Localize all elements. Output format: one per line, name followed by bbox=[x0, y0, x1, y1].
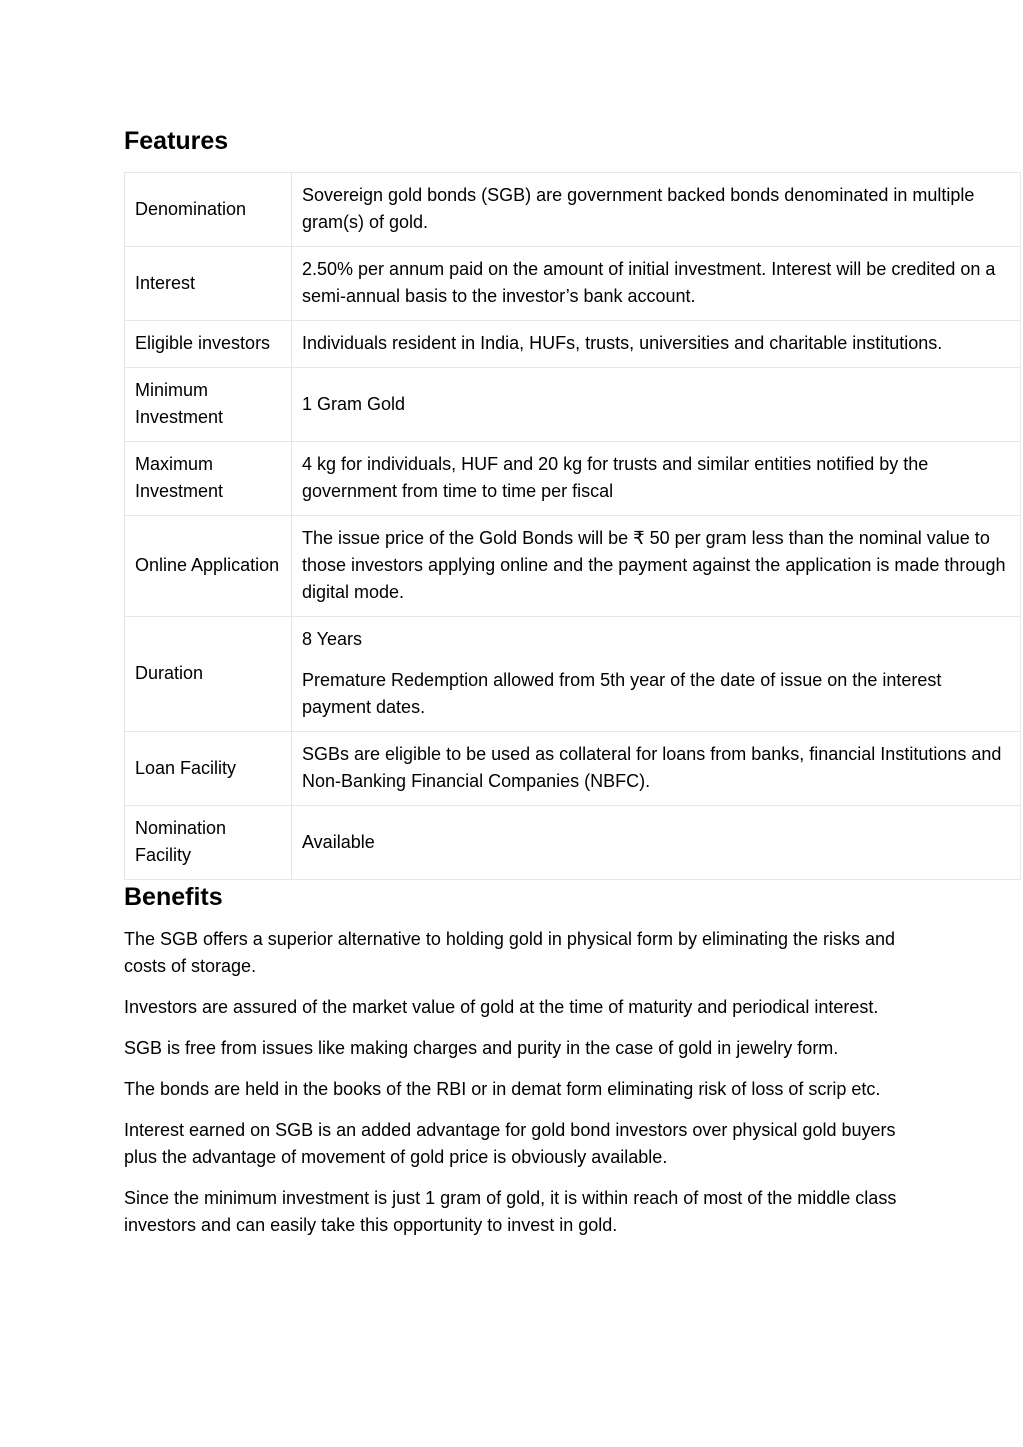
benefits-heading: Benefits bbox=[124, 883, 223, 911]
row-value-text: 1 Gram Gold bbox=[302, 393, 406, 414]
row-value bbox=[292, 321, 1021, 368]
benefit-paragraph: The bonds are held in the books of the RBI or in demat form eliminating risk of loss of scrip etc. bbox=[124, 1079, 881, 1099]
benefit-paragraph: The SGB offers a superior alternative to holding gold in physical form by eliminating the risks and costs of storage. bbox=[124, 929, 896, 976]
row-label: Loan Facility bbox=[125, 732, 292, 806]
table-row bbox=[125, 321, 1021, 368]
features-heading: Features bbox=[124, 127, 229, 155]
benefit-paragraph: SGB is free from issues like making charges and purity in the case of gold in jewelry form. bbox=[124, 1038, 839, 1058]
features-table bbox=[124, 172, 1021, 880]
row-value bbox=[292, 442, 1021, 516]
row-value-text: Individuals resident in India, HUFs, trusts, universities and charitable institutions. bbox=[302, 333, 943, 353]
row-label: Nomination Facility bbox=[125, 806, 292, 880]
row-value-text: The issue price of the Gold Bonds will be ₹ 50 per gram less than the nominal value to those investors applying online and the payment against the application is made through digital mode. bbox=[302, 528, 1006, 602]
table-row bbox=[125, 732, 1021, 806]
row-value-text: 2.50% per annum paid on the amount of initial investment. Interest will be credited on a semi-annual basis to the investor’s bank account. bbox=[302, 259, 996, 306]
table-row bbox=[125, 806, 1021, 880]
row-value bbox=[292, 368, 1021, 442]
benefit-paragraph: Interest earned on SGB is an added advantage for gold bond investors over physical gold buyers plus the advantage of movement of gold price is obviously available. bbox=[124, 1120, 896, 1167]
benefit-paragraph: Investors are assured of the market value of gold at the time of maturity and periodical interest. bbox=[124, 997, 879, 1017]
row-value bbox=[292, 617, 1021, 732]
row-value bbox=[292, 732, 1021, 806]
row-label: Minimum Investment bbox=[125, 368, 292, 442]
table-row bbox=[125, 368, 1021, 442]
row-value bbox=[292, 173, 1021, 247]
benefit-paragraph: Since the minimum investment is just 1 gram of gold, it is within reach of most of the middle class investors and can easily take this opportunity to invest in gold. bbox=[124, 1188, 897, 1235]
row-label: Online Application bbox=[125, 516, 292, 617]
row-value-text: SGBs are eligible to be used as collateral for loans from banks, financial Institutions and Non-Banking Financial Companies (NBFC). bbox=[302, 744, 1002, 791]
table-row bbox=[125, 442, 1021, 516]
table-row bbox=[125, 247, 1021, 321]
row-value bbox=[292, 516, 1021, 617]
table-row bbox=[125, 173, 1021, 247]
row-value-text: 4 kg for individuals, HUF and 20 kg for trusts and similar entities notified by the government from time to time per fiscal bbox=[302, 454, 929, 501]
row-label: Duration bbox=[125, 617, 292, 732]
table-row bbox=[125, 516, 1021, 617]
row-value-text: 8 Years bbox=[302, 629, 363, 649]
row-label: Eligible investors bbox=[125, 321, 292, 368]
benefits-section bbox=[124, 926, 1021, 1239]
row-value-text: Premature Redemption allowed from 5th year of the date of issue on the interest payment dates. bbox=[302, 670, 942, 717]
row-label: Maximum Investment bbox=[125, 442, 292, 516]
table-row bbox=[125, 617, 1021, 732]
row-label: Denomination bbox=[125, 173, 292, 247]
row-value-text: Available bbox=[302, 831, 375, 852]
document-page bbox=[124, 124, 1021, 1253]
row-value bbox=[292, 806, 1021, 880]
row-value-text: Sovereign gold bonds (SGB) are government backed bonds denominated in multiple gram(s) of gold. bbox=[302, 185, 975, 232]
row-value bbox=[292, 247, 1021, 321]
row-label: Interest bbox=[125, 247, 292, 321]
